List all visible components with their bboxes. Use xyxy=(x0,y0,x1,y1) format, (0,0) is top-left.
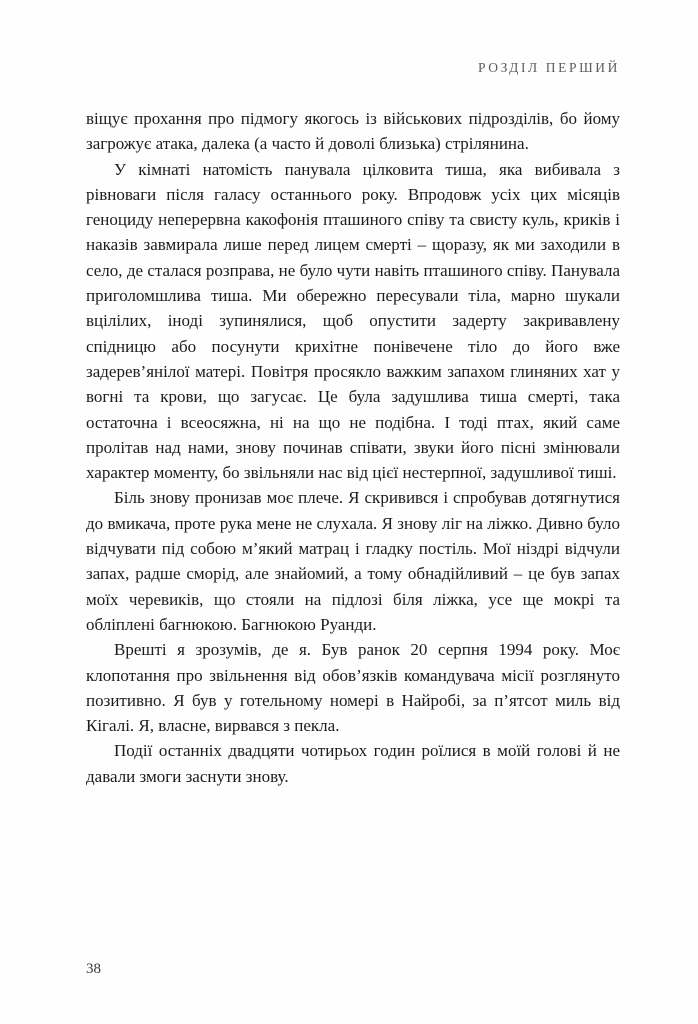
body-text xyxy=(86,106,620,789)
paragraph: У кімнаті натомість панувала цілковита тиша, яка вибивала з рівноваги після галасу останнього року. Впродовж усіх цих місяців геноциду неперервна какофонія пташиного співу та свисту куль, криків і наказів завмирала лише перед лицем смерті – щоразу, як ми заходили в село, де сталася розправа, не було чути навіть пташиного співу. Панувала приголомшлива тиша. Ми обережно пересували тіла, марно шукали вцілілих, іноді зупинялися, щоб опустити задерту закривавлену спідницю або посунути крихітне понівечене тіло до його вже задерев’янілої матері. Повітря просякло важким запахом глиняних хат у вогні та крови, що загусає. Це була задушлива тиша смерті, така остаточна і всеосяжна, ні на що не подібна. І тоді птах, який саме пролітав над нами, знову починав співати, звуки його пісні змінювали характер моменту, бо звільняли нас від цієї нестерпної, задушливої тиші. xyxy=(86,159,620,483)
page-number: 38 xyxy=(86,961,101,977)
paragraph: Біль знову пронизав моє плече. Я скривився і спробував дотягнутися до вмикача, проте рука мене не слухала. Я знову ліг на ліжко. Дивно було відчувати під собою м’який матрац і гладку постіль. Мої ніздрі відчули запах, радше сморід, але знайомий, а тому обнадійливий – це був запах моїх черевиків, що стояли на підлозі біля ліжка, усе ще мокрі та обліплені багнюкою. Багнюкою Руанди. xyxy=(86,488,620,634)
running-header: РОЗДІЛ ПЕРШИЙ xyxy=(477,60,620,75)
paragraph: Події останніх двадцяти чотирьох годин роїлися в моїй голові й не давали змоги заснути знову. xyxy=(86,741,620,786)
paragraph: віщує прохання про підмогу якогось із військових підрозділів, бо йому загрожує атака, далека (а часто й доволі близька) стрілянина. xyxy=(86,109,620,154)
paragraph: Врешті я зрозумів, де я. Був ранок 20 серпня 1994 року. Моє клопотання про звільнення від обов’язків командувача місії розглянуто позитивно. Я був у готельному номері в Найробі, за п’ятсот миль від Кігалі. Я, власне, вирвався з пекла. xyxy=(86,640,620,736)
